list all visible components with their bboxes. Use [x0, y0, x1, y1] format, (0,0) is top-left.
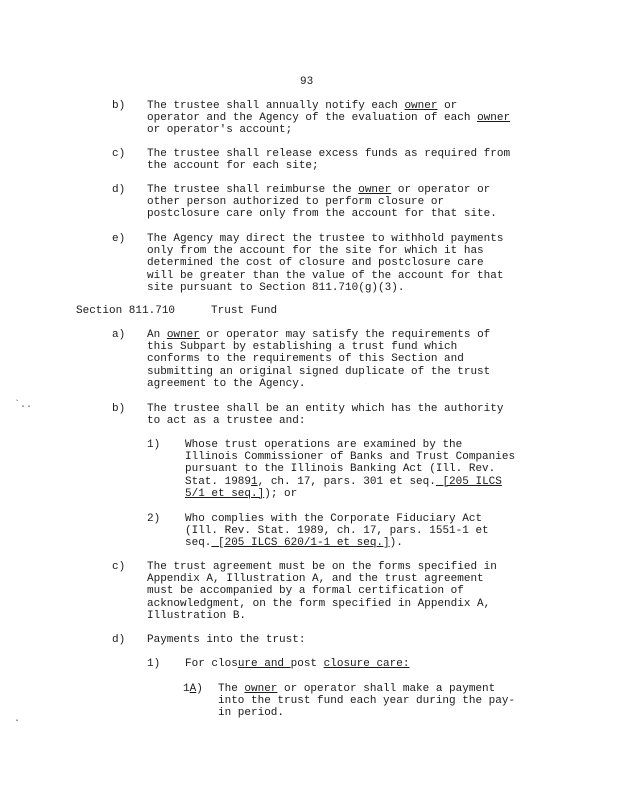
text-segment: An [147, 329, 167, 341]
text-line [218, 695, 515, 707]
text-line [185, 451, 515, 463]
text-line [218, 707, 515, 719]
text-segment: conforms to the requirements of this Section and [147, 353, 464, 366]
clause-label: d) [112, 184, 126, 196]
text-line [147, 378, 490, 390]
text-segment: operator and the Agency of the evaluation of each [147, 112, 478, 125]
text-segment: or [437, 100, 458, 112]
text-segment: Illinois Commissioner of Banks and Trust Companies [185, 451, 516, 464]
text-segment: the account for each site; [147, 160, 319, 173]
text-line [218, 683, 515, 695]
clause-text [147, 233, 503, 294]
clause-text [185, 513, 489, 550]
text-line [185, 537, 489, 549]
text-segment: The trust agreement must be on the forms specified in [147, 561, 497, 573]
text-segment: The [218, 683, 245, 695]
text-segment: will be greater than the value of the account for that [147, 269, 504, 282]
clause-text [147, 561, 497, 622]
text-segment: postclosure care only from the account for that site. [147, 208, 497, 221]
underlined-text: 1 [251, 475, 258, 488]
text-segment: The trustee shall release excess funds as required from [147, 148, 511, 160]
text-segment: (Ill. Rev. Stat. 1989, ch. 17, pars. 1551-1 et [185, 525, 489, 538]
clause-text [147, 100, 510, 137]
underlined-text: [205 ILCS 620/1-1 et seq.] [211, 537, 390, 550]
text-line [185, 439, 515, 451]
clause-label: 1) [147, 658, 161, 670]
text-line [185, 463, 515, 475]
text-line [185, 658, 409, 670]
text-segment: acknowledgment, on the form specified in Appendix A, [147, 597, 491, 610]
text-line [185, 476, 515, 488]
clause-text [147, 184, 497, 221]
text-line [147, 245, 503, 257]
text-line [147, 561, 497, 573]
text-segment: post [290, 658, 324, 670]
underlined-text: owner [358, 184, 392, 196]
text-segment: other person authorized to perform closure or [147, 196, 445, 209]
clause-label: 1A) [183, 683, 203, 695]
text-segment: determined the cost of closure and postclosure care [147, 257, 484, 270]
text-segment: only from the account for the site for which it has [147, 245, 484, 258]
clause-text [185, 658, 409, 670]
text-segment: or operator may satisfy the requirements of [199, 329, 491, 341]
text-line [147, 100, 510, 112]
text-segment: Stat. 1989 [185, 475, 252, 488]
text-line [147, 208, 497, 220]
text-segment: into the trust fund each year during the pay- [218, 695, 516, 708]
underlined-text: ure and [237, 658, 291, 670]
text-segment: agreement to the Agency. [147, 377, 306, 390]
clause-text [147, 403, 503, 427]
text-segment: The trustee shall annually notify each [147, 100, 405, 112]
text-line [147, 112, 510, 124]
text-segment: Illustration B. [147, 609, 247, 622]
text-segment: or operator's account; [147, 124, 293, 137]
text-line [147, 124, 510, 136]
clause-label: 2) [147, 513, 161, 525]
underlined-text: closure care: [323, 658, 410, 670]
clause-label: d) [112, 634, 126, 646]
text-segment: this Subpart by establishing a trust fund which [147, 341, 458, 354]
underlined-text: owner [404, 100, 438, 112]
text-line [147, 282, 503, 294]
text-segment: ); or [264, 487, 298, 500]
underlined-text: 5/1 et seq.] [185, 487, 265, 500]
clause-label: c) [112, 148, 126, 160]
clause-label: b) [112, 403, 126, 415]
text-line [147, 329, 490, 341]
text-line [147, 585, 497, 597]
text-line [147, 598, 497, 610]
underlined-text: owner [477, 112, 511, 125]
scan-mark: . [14, 714, 21, 725]
underlined-text: owner [166, 329, 200, 341]
scan-mark: `.. [14, 400, 33, 411]
text-line [147, 403, 503, 415]
text-segment: ). [389, 537, 403, 550]
text-line [147, 366, 490, 378]
clause-label: 1) [147, 439, 161, 451]
text-line [147, 257, 503, 269]
text-segment: , ch. 17, pars. 301 et seq. [257, 475, 436, 488]
section-heading [76, 305, 277, 317]
text-segment: Who complies with the Corporate Fiduciary Act [185, 513, 483, 525]
text-line [147, 573, 497, 585]
underlined-text: [205 ILCS [435, 475, 502, 488]
text-segment: The trustee shall reimburse the [147, 184, 359, 196]
clause-text [147, 329, 490, 390]
text-line [147, 233, 503, 245]
clause-label: a) [112, 329, 126, 341]
text-line [185, 525, 489, 537]
text-segment: pursuant to the Illinois Banking Act (Ill. Rev. [185, 463, 496, 476]
text-segment: or operator or [391, 184, 491, 196]
text-segment: The trustee shall be an entity which has the authority [147, 403, 504, 415]
text-segment: must be accompanied by a formal certification of [147, 585, 464, 598]
text-segment: submitting an original signed duplicate of the trust [147, 365, 491, 378]
text-segment: Whose trust operations are examined by the [185, 439, 463, 451]
text-line [147, 148, 510, 160]
text-line [147, 634, 305, 646]
text-segment: seq. [185, 537, 212, 550]
page-number: 93 [300, 76, 314, 88]
clause-text [147, 148, 510, 172]
clause-label: e) [112, 233, 126, 245]
text-segment: For clos [185, 658, 238, 670]
clause-label: c) [112, 561, 126, 573]
text-line [185, 513, 489, 525]
text-segment: to act as a trustee and: [147, 415, 306, 428]
text-segment: in period. [218, 707, 285, 720]
text-line [147, 160, 510, 172]
section-number: Section 811.710 [76, 305, 176, 317]
text-line [147, 415, 503, 427]
text-segment: Appendix A, Illustration A, and the trust agreement [147, 573, 484, 586]
text-line [147, 196, 497, 208]
text-segment: or operator shall make a payment [277, 683, 496, 695]
clause-text [185, 439, 515, 500]
clause-text [218, 683, 515, 720]
text-line [147, 270, 503, 282]
text-segment: site pursuant to Section 811.710(g)(3). [147, 281, 405, 294]
text-line [185, 488, 515, 500]
section-title: Trust Fund [211, 305, 278, 317]
text-line [147, 610, 497, 622]
text-line [147, 353, 490, 365]
text-segment: The Agency may direct the trustee to withhold payments [147, 233, 504, 245]
text-line [147, 184, 497, 196]
text-line [147, 341, 490, 353]
clause-text [147, 634, 305, 646]
clause-label: b) [112, 100, 126, 112]
text-segment: Payments into the trust: [147, 634, 306, 646]
underlined-text: owner [244, 683, 278, 695]
